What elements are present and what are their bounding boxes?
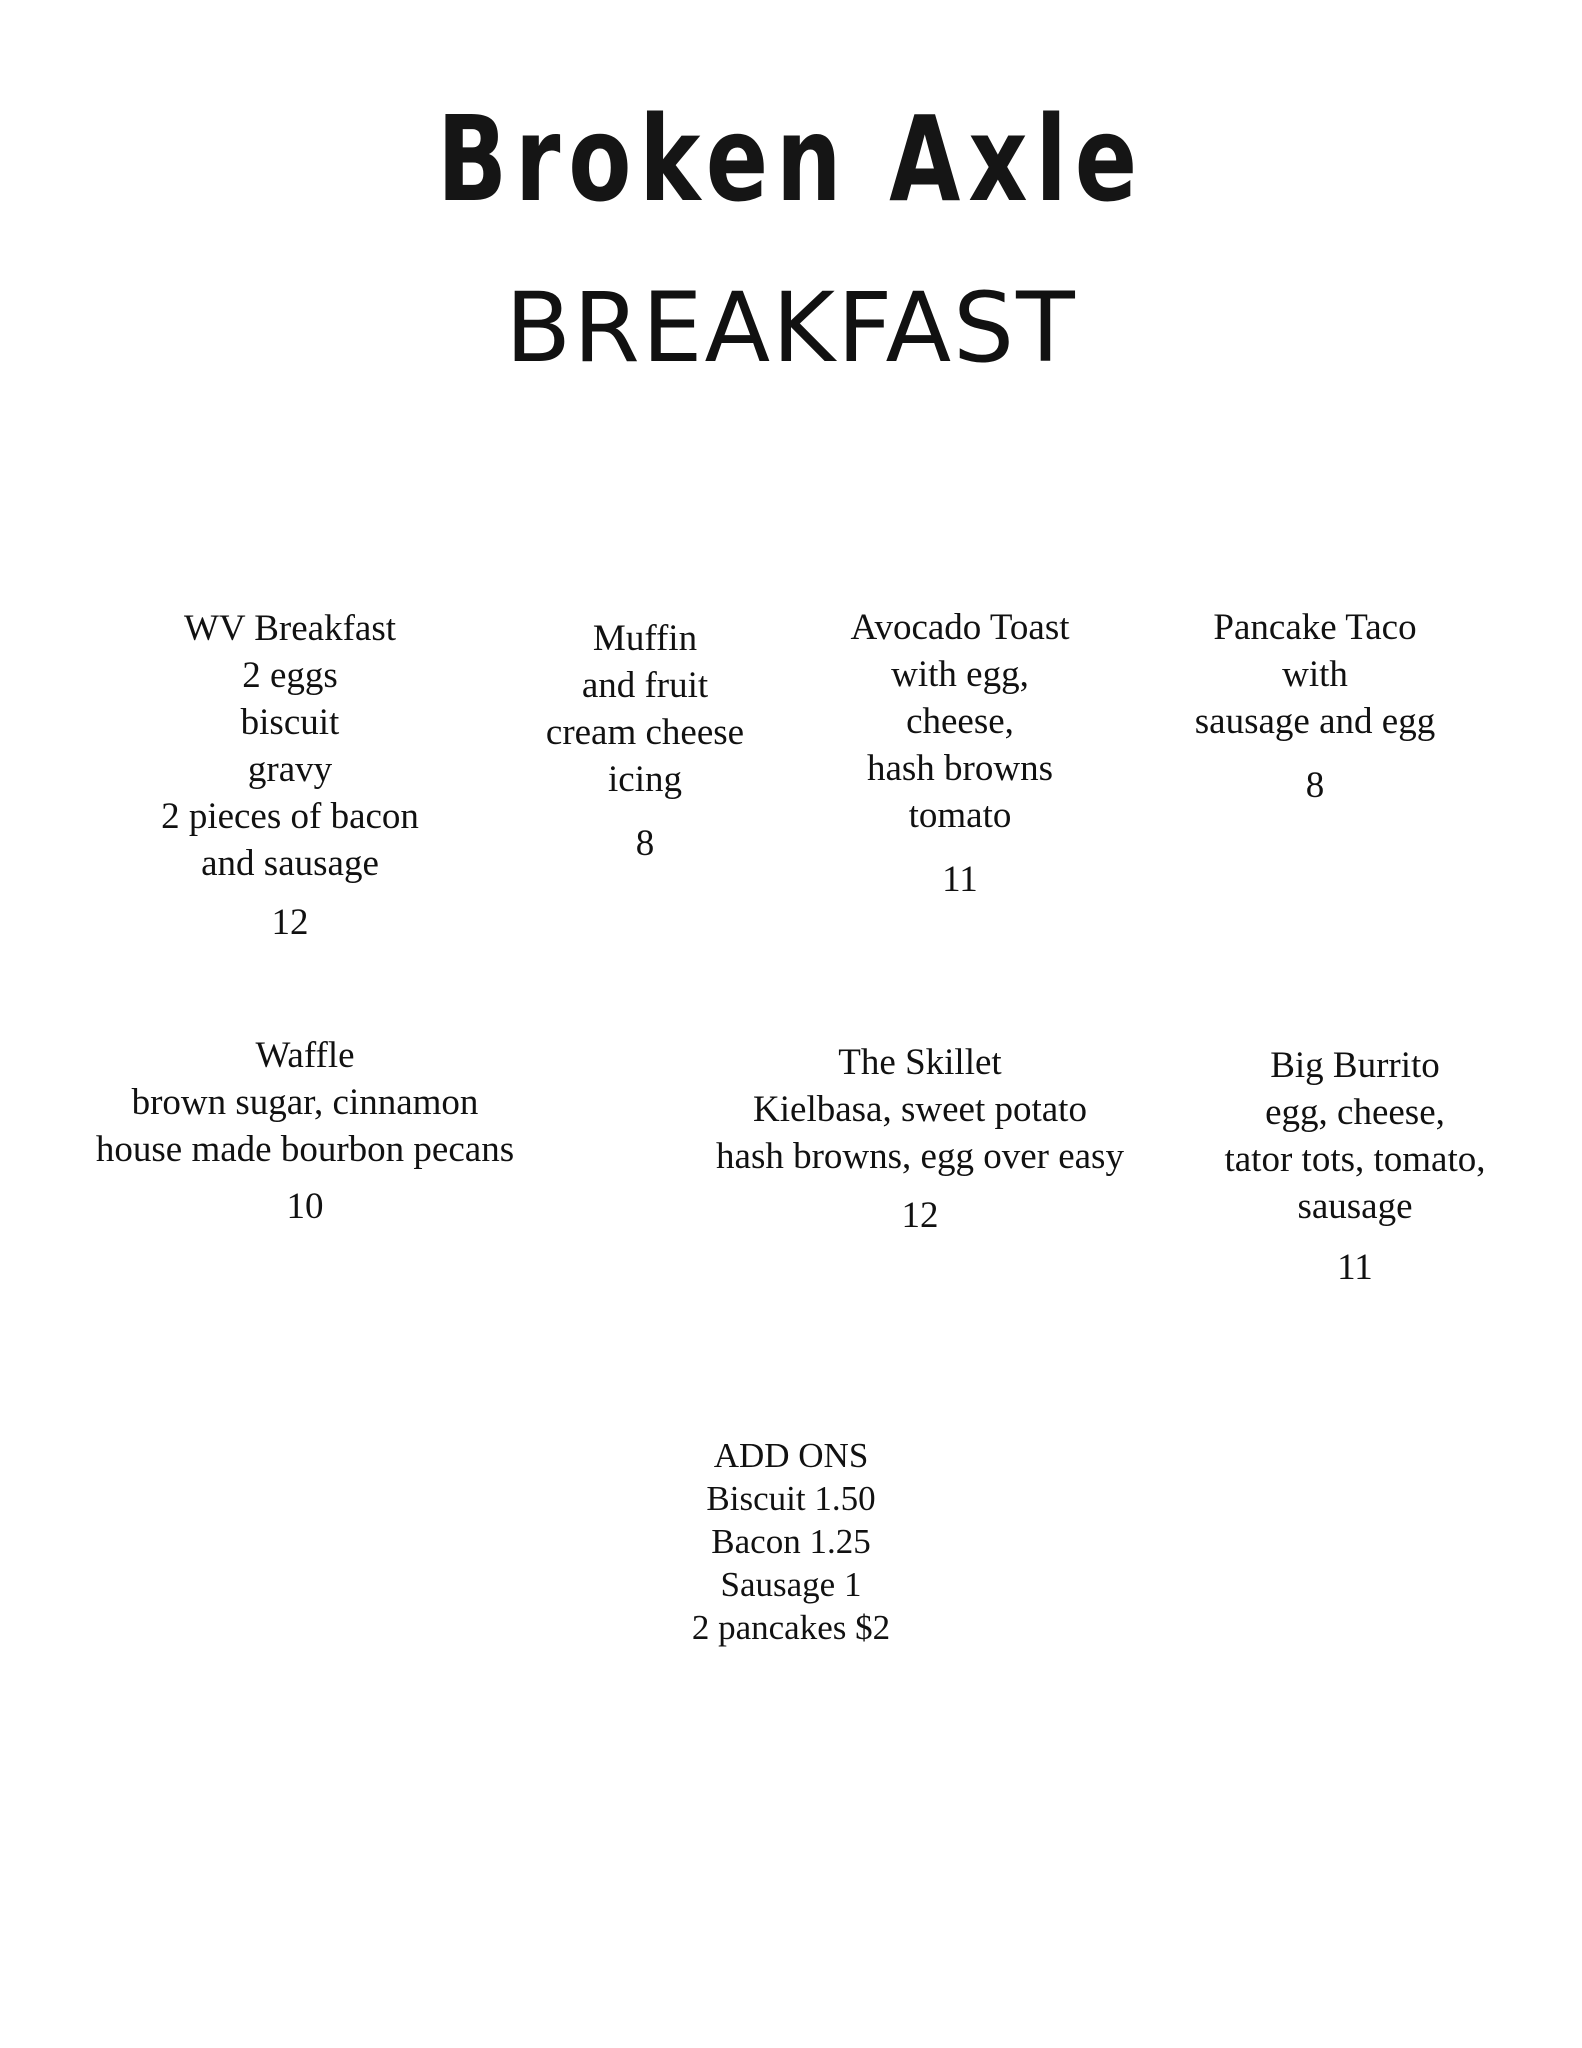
menu-item-price: 8 — [635, 823, 655, 864]
menu-item-big-burrito — [1195, 1042, 1515, 1291]
menu-item-detail: tator tots, tomato, — [1224, 1139, 1486, 1180]
menu-item-detail: and fruit — [581, 665, 709, 706]
menu-item-price: 10 — [286, 1186, 324, 1227]
menu-item-detail: cheese, — [906, 701, 1014, 742]
menu-item-detail: with egg, — [891, 654, 1029, 695]
menu-item-price: 11 — [942, 859, 978, 900]
brand-logo: Broken Axle — [437, 90, 1145, 228]
menu-item-detail: 2 eggs — [242, 655, 338, 696]
menu-item-avocado-toast — [800, 604, 1120, 903]
menu-item-detail: biscuit — [240, 702, 340, 743]
add-on-item: Biscuit 1.50 — [706, 1479, 876, 1518]
menu-item-detail: and sausage — [201, 843, 379, 884]
menu-item-detail: brown sugar, cinnamon — [131, 1082, 479, 1123]
menu-item-price: 8 — [1305, 765, 1325, 806]
menu-item-detail: hash browns — [866, 748, 1053, 789]
menu-item-detail: sausage — [1297, 1186, 1413, 1227]
menu-item-detail: with — [1282, 654, 1348, 695]
menu-item-waffle — [55, 1032, 555, 1230]
menu-item-pancake-taco — [1155, 604, 1475, 809]
add-on-item: 2 pancakes $2 — [691, 1608, 891, 1647]
menu-item-detail: Kielbasa, sweet potato — [753, 1089, 1087, 1130]
add-on-item: Bacon 1.25 — [711, 1522, 871, 1561]
menu-item-the-skillet — [680, 1039, 1160, 1239]
menu-item-detail: house made bourbon pecans — [95, 1129, 515, 1170]
menu-item-name: Waffle — [255, 1035, 355, 1076]
add-ons-section — [591, 1434, 991, 1649]
menu-item-detail: gravy — [247, 749, 333, 790]
menu-item-wv-breakfast — [120, 605, 460, 946]
menu-item-detail: tomato — [908, 795, 1012, 836]
menu-subtitle: BREAKFAST — [505, 272, 1077, 384]
menu-item-detail: hash browns, egg over easy — [716, 1136, 1124, 1177]
menu-item-price: 11 — [1337, 1247, 1373, 1288]
menu-item-detail: sausage and egg — [1194, 701, 1436, 742]
menu-item-name: Avocado Toast — [850, 607, 1070, 648]
menu-item-price: 12 — [901, 1195, 939, 1236]
menu-item-detail: egg, cheese, — [1265, 1092, 1445, 1133]
menu-item-muffin — [500, 615, 790, 867]
menu-item-detail: 2 pieces of bacon — [161, 796, 419, 837]
menu-item-detail: icing — [608, 759, 682, 800]
menu-item-name: Muffin — [592, 618, 698, 659]
menu-item-price: 12 — [271, 902, 309, 943]
menu-item-name: Pancake Taco — [1213, 607, 1417, 648]
add-ons-title: ADD ONS — [713, 1436, 869, 1475]
menu-item-name: Big Burrito — [1270, 1045, 1440, 1086]
menu-item-name: WV Breakfast — [184, 608, 396, 649]
menu-item-detail: cream cheese — [545, 712, 745, 753]
add-on-item: Sausage 1 — [720, 1565, 862, 1604]
menu-item-name: The Skillet — [838, 1042, 1002, 1083]
